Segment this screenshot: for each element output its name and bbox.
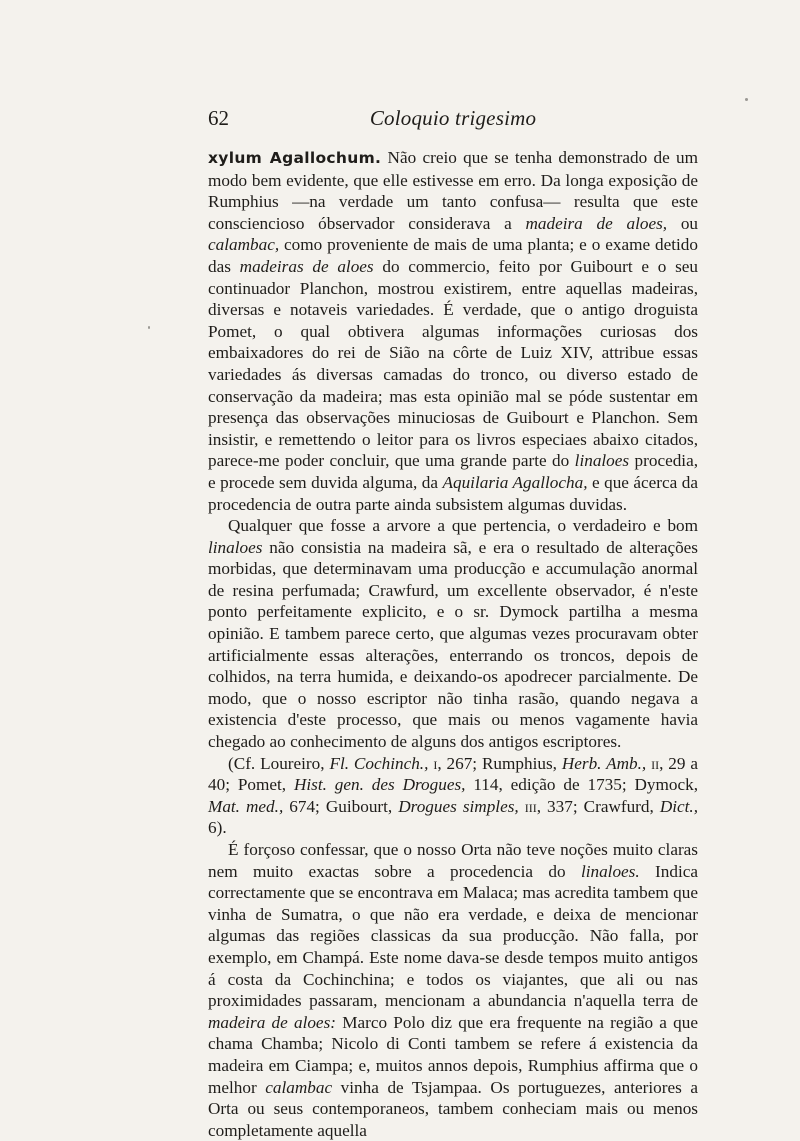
- text-run: 674; Guibourt,: [283, 796, 399, 816]
- text-run: como proveniente de mais de uma planta; e o exame detido das: [208, 235, 698, 276]
- text-run: ou: [667, 213, 699, 233]
- italic-run: calambac: [265, 1077, 333, 1097]
- text-run: Qualquer que fosse a arvore a que pertencia, o verdadeiro e bom: [228, 516, 698, 536]
- text-run: do commercio, feito por Guibourt e o seu continuador Planchon, mostrou existirem, entre aquellas madeiras, diversas e notaveis variedades. É verdade, que o antigo droguista Pomet, o qual obtivera algumas informações curiosas dos embaixadores do rei de Sião na côrte de Luiz XIV, attribue essas variedades ás diversas camadas do tronco, ou diverso estado de conservação da madeira; mas esta opinião mal se póde sustentar em presença das observações minuciosas de Guibourt e Planchon. Sem insistir, e remettendo o leitor para os livros especiaes abaixo citados, parece-me poder concluir, que uma grande parte do: [208, 256, 698, 471]
- italic-run: Herb. Amb.,: [561, 753, 647, 773]
- volume-numeral: iii: [524, 796, 537, 816]
- italic-run: linaloes.: [580, 861, 640, 881]
- page-header: [208, 106, 698, 134]
- text-run: não consistia na madeira sã, e era o resultado de alterações morbidas, que determinavam uma producção e accumulação anormal de resina perfumada; Crawfurd, um excellente observador, é n'este ponto perfeitamente explicito, e o sr. Dymock partilha a mesma opinião. E tambem parece certo, que algumas vezes procuravam obter artificialmente essas alterações, enterrando os troncos, depois de colhidos, na terra humida, e deixando-os apodrecer parcialmente. De modo, que o nosso escriptor não tinha rasão, quando negava a existencia d'este processo, que mais ou menos vagamente havia chegado ao conhecimento de alguns dos antigos escriptores.: [208, 537, 698, 752]
- paper-speck: [148, 326, 150, 329]
- italic-run: Dict.,: [659, 796, 699, 816]
- paragraph-1: [208, 147, 698, 515]
- italic-run: Hist. gen. des Drogues,: [293, 775, 466, 795]
- text-run: Indica correctamente que se encontrava em Malaca; mas acredita tambem que vinha de Sumatra, o que não era verdade, e deixa de mencionar algumas das regiões classicas da sua producção. Não falla, por exemplo, em Champá. Este nome dava-se desde tempos muito antigos á costa da Cochinchina; e todos os viajantes, que ali ou nas proximidades passaram, mencionam a abundancia n'aquella terra de: [208, 861, 698, 1011]
- italic-run: madeira de aloes,: [525, 213, 668, 233]
- italic-run: Fl. Cochinch.,: [329, 753, 429, 773]
- text-run: 114, edição de 1735; Dymock,: [465, 775, 698, 795]
- italic-run: linaloes: [208, 537, 263, 557]
- text-run: É forçoso confessar, que o nosso Orta não teve noções muito claras nem muito exactas sobre a procedencia do: [208, 840, 698, 881]
- text-run: 6).: [208, 818, 227, 838]
- italic-run: Drogues simples,: [398, 796, 519, 816]
- paragraph-references: [208, 753, 698, 839]
- italic-run: Mat. med.,: [208, 796, 284, 816]
- text-run: Marco Polo diz que era frequente na região a que chama Chamba; Nicolo di Conti tambem se refere á existencia da madeira em Ciampa; e, muitos annos depois, Rumphius affirma que o melhor: [208, 1012, 698, 1097]
- text-run: , 267; Rumphius,: [437, 753, 562, 773]
- italic-run: madeiras de aloes: [239, 256, 374, 276]
- text-run: (Cf. Loureiro,: [228, 753, 330, 773]
- lead-word: xylum Agallochum.: [208, 149, 382, 167]
- text-run: , 29 a 40; Pomet,: [208, 753, 698, 795]
- text-run: Não creio que se tenha demonstrado de um modo bem evidente, que elle estivesse em erro. Da longa exposição de Rumphius —na verdade um tanto confusa— resulta que este consciencioso óbservador considerava a: [208, 148, 698, 233]
- text-run: , 337; Crawfurd,: [536, 796, 660, 816]
- text-run: e que ácerca da procedencia de outra parte ainda subsistem algumas duvidas.: [208, 472, 698, 514]
- body-text: [208, 147, 698, 1141]
- page-number: 62: [208, 106, 229, 130]
- volume-numeral: i: [433, 753, 438, 773]
- paragraph-2: [208, 515, 698, 753]
- italic-run: Aquilaria Agallocha,: [442, 472, 588, 492]
- text-run: procedia, e procede sem duvida alguma, da: [208, 451, 698, 492]
- paper-speck: [745, 98, 748, 101]
- italic-run: calambac,: [208, 235, 280, 255]
- text-run: vinha de Tsjampaa. Os portuguezes, anteriores a Orta ou seus contemporaneos, tambem conheciam mais ou menos completamente aquella: [208, 1077, 698, 1140]
- volume-numeral: ii: [651, 753, 660, 773]
- paragraph-3: [208, 839, 698, 1141]
- italic-run: linaloes: [574, 451, 630, 471]
- italic-run: madeira de aloes:: [208, 1012, 336, 1032]
- running-title: Coloquio trigesimo: [369, 106, 537, 130]
